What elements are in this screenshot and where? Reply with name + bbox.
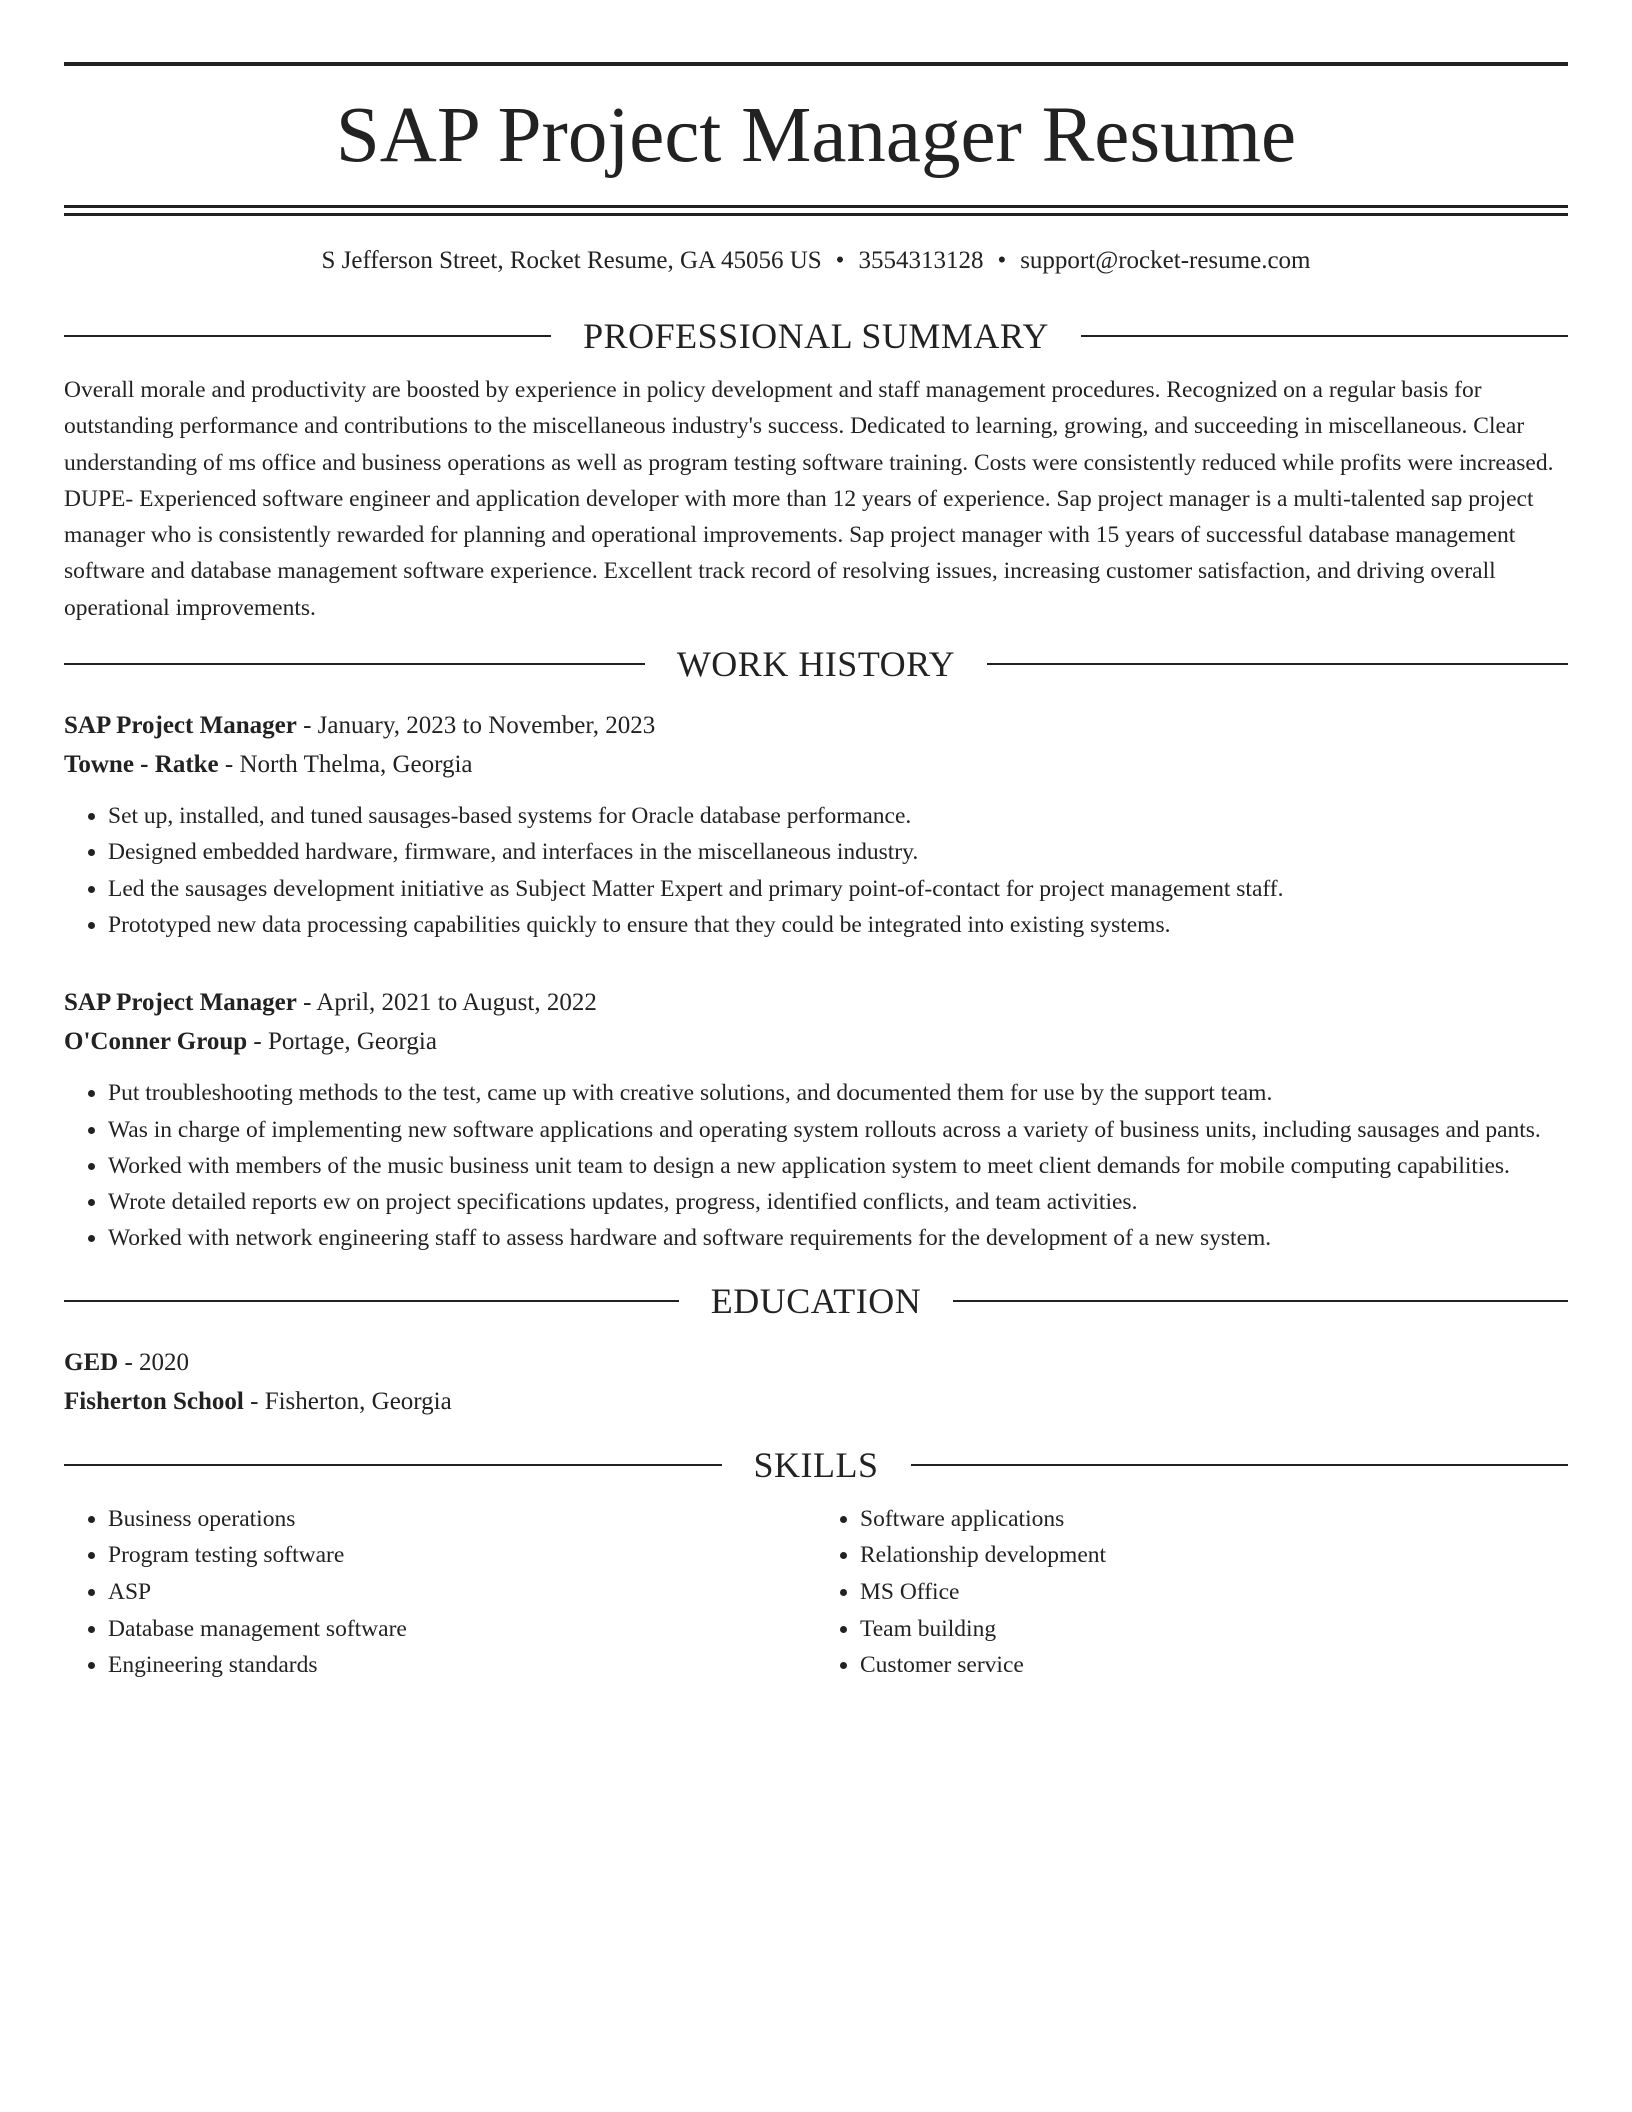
job-entry xyxy=(64,983,1568,1256)
section-title: EDUCATION xyxy=(710,1280,922,1321)
list-item: • Set up, installed, and tuned sausages-based systems for Oracle database performance. xyxy=(108,798,1568,834)
skill-item: • Relationship development xyxy=(860,1537,1568,1574)
job-dates: - April, 2021 to August, 2022 xyxy=(296,989,597,1017)
heading-rule xyxy=(987,663,1568,665)
job-title: SAP Project Manager xyxy=(64,712,297,740)
address: S Jefferson Street, Rocket Resume, GA 45056 US xyxy=(321,247,822,274)
contact-line xyxy=(64,246,1568,276)
section-title: WORK HISTORY xyxy=(676,644,956,685)
list-item: • Worked with members of the music business unit team to design a new application system to meet client demands for mobile computing capabilities. xyxy=(108,1148,1568,1184)
job-title-line xyxy=(64,706,1568,745)
list-item: • Worked with network engineering staff to assess hardware and software requirements for the development of a new system. xyxy=(108,1220,1568,1256)
school: Fisherton School xyxy=(64,1387,244,1415)
list-item: • Designed embedded hardware, firmware, and interfaces in the miscellaneous industry. xyxy=(108,834,1568,870)
list-item: • Wrote detailed reports ew on project specifications updates, progress, identified conflicts, and team activities. xyxy=(108,1184,1568,1220)
job-bullets xyxy=(64,1075,1568,1256)
job-company-line xyxy=(64,1022,1568,1061)
degree-line xyxy=(64,1343,1568,1382)
skill-item: • Business operations xyxy=(108,1501,816,1538)
school-line xyxy=(64,1382,1568,1421)
heading-rule xyxy=(1081,335,1568,337)
job-location: - North Thelma, Georgia xyxy=(218,751,473,779)
double-rule xyxy=(64,205,1568,216)
phone: 3554313128 xyxy=(858,247,984,274)
heading-rule xyxy=(64,1300,679,1302)
list-item: • Led the sausages development initiative as Subject Matter Expert and primary point-of-contact for project management staff. xyxy=(108,871,1568,907)
skill-item: • Engineering standards xyxy=(108,1647,816,1684)
job-entry xyxy=(64,706,1568,943)
job-title-line xyxy=(64,983,1568,1022)
heading-rule xyxy=(64,663,645,665)
degree-year: - 2020 xyxy=(118,1348,190,1376)
skills-list-right xyxy=(816,1501,1568,1684)
contact-separator: • xyxy=(997,247,1007,274)
job-company: Towne - Ratke xyxy=(64,751,219,779)
skill-item: • Team building xyxy=(860,1611,1568,1648)
list-item: • Prototyped new data processing capabilities quickly to ensure that they could be integrated into existing systems. xyxy=(108,907,1568,943)
skill-item: • Customer service xyxy=(860,1647,1568,1684)
skills-list-left xyxy=(64,1501,816,1684)
section-title: SKILLS xyxy=(753,1444,879,1485)
skill-item: • ASP xyxy=(108,1574,816,1611)
skill-item: • Database management software xyxy=(108,1611,816,1648)
summary-text: Overall morale and productivity are boosted by experience in policy development and staff management procedures. Recognized on a regular basis for outstanding performance and contributions to the miscellaneous industry's success. Dedicated to learning, growing, and succeeding in miscellaneous. Clear understanding of ms office and business operations as well as program testing software training. Costs were consistently reduced while profits were increased. DUPE- Experienced software engineer and application developer with more than 12 years of experience. Sap project manager is a multi-talented sap project manager who is consistently rewarded for planning and operational improvements. Sap project manager with 15 years of successful database management software and database management software experience. Excellent track record of resolving issues, increasing customer satisfaction, and driving overall operational improvements. xyxy=(64,377,1554,621)
job-dates: - January, 2023 to November, 2023 xyxy=(296,712,656,740)
degree: GED xyxy=(64,1348,119,1376)
section-title: PROFESSIONAL SUMMARY xyxy=(583,316,1049,356)
skills-columns xyxy=(64,1501,1568,1684)
heading-rule xyxy=(911,1464,1569,1466)
skill-item: • MS Office xyxy=(860,1574,1568,1611)
heading-rule xyxy=(64,335,551,337)
heading-rule xyxy=(953,1300,1568,1302)
job-company: O'Conner Group xyxy=(64,1028,248,1056)
job-bullets xyxy=(64,798,1568,943)
job-title: SAP Project Manager xyxy=(64,989,297,1017)
section-heading-skills xyxy=(64,1444,1568,1485)
top-rule xyxy=(64,62,1568,66)
job-company-line xyxy=(64,745,1568,784)
section-heading-education xyxy=(64,1280,1568,1321)
resume-page xyxy=(64,0,1568,1684)
section-heading-summary xyxy=(64,318,1568,354)
skill-item: • Software applications xyxy=(860,1501,1568,1538)
heading-rule xyxy=(64,1464,722,1466)
list-item: • Was in charge of implementing new software applications and operating system rollouts across a variety of business units, including sausages and pants. xyxy=(108,1112,1568,1148)
school-location: - Fisherton, Georgia xyxy=(243,1387,452,1415)
job-location: - Portage, Georgia xyxy=(247,1028,437,1056)
skill-item: • Program testing software xyxy=(108,1537,816,1574)
section-heading-work-history xyxy=(64,644,1568,685)
page-title: SAP Project Manager Resume xyxy=(335,92,1297,179)
education-entry xyxy=(64,1343,1568,1421)
contact-separator: • xyxy=(835,247,845,274)
list-item: • Put troubleshooting methods to the test, came up with creative solutions, and documented them for use by the support team. xyxy=(108,1075,1568,1111)
email: support@rocket-resume.com xyxy=(1020,247,1311,274)
